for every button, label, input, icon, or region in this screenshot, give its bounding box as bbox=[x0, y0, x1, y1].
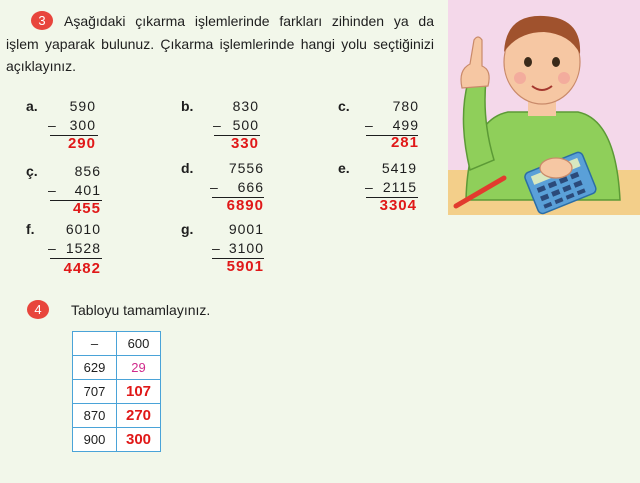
problem-b-subtrahend: 500 bbox=[232, 117, 259, 133]
table-header-operator: – bbox=[73, 332, 117, 356]
table-cell-answer: 300 bbox=[117, 428, 161, 452]
problem-d-minus: – bbox=[210, 179, 218, 195]
question-4-badge bbox=[27, 300, 49, 319]
problem-d-label: d. bbox=[181, 160, 194, 176]
table-row bbox=[73, 404, 161, 428]
problem-g-label: g. bbox=[181, 221, 194, 237]
subtraction-table bbox=[72, 331, 161, 452]
problem-e-minus: – bbox=[365, 179, 373, 195]
problem-e-subtrahend: 2115 bbox=[382, 179, 417, 195]
problem-cc-answer: 455 bbox=[72, 200, 101, 217]
boy-with-calculator-illustration bbox=[448, 0, 640, 215]
table-cell-number: 900 bbox=[73, 428, 117, 452]
problem-f-line bbox=[50, 258, 102, 259]
table-row bbox=[73, 380, 161, 404]
problem-f-subtrahend: 1528 bbox=[65, 240, 101, 256]
problem-b-answer: 330 bbox=[230, 135, 259, 152]
problem-cc-label: ç. bbox=[26, 163, 38, 179]
problem-g-answer: 5901 bbox=[226, 258, 264, 275]
problem-c-minuend: 780 bbox=[392, 98, 419, 114]
problem-b-minuend: 830 bbox=[232, 98, 259, 114]
problem-g-minuend: 9001 bbox=[228, 221, 264, 237]
problem-c-answer: 281 bbox=[390, 134, 419, 151]
left-eye bbox=[524, 57, 532, 67]
problem-c-minus: – bbox=[365, 117, 373, 133]
problem-e-minuend: 5419 bbox=[381, 160, 417, 176]
problem-a-subtrahend: 300 bbox=[69, 117, 96, 133]
question-4-number: 4 bbox=[34, 302, 42, 317]
table-header-value: 600 bbox=[117, 332, 161, 356]
problem-d-minuend: 7556 bbox=[228, 160, 264, 176]
table-cell-number: 707 bbox=[73, 380, 117, 404]
problem-f-minus: – bbox=[48, 240, 56, 256]
table-cell-answer: 107 bbox=[117, 380, 161, 404]
table-cell-number: 870 bbox=[73, 404, 117, 428]
table-row bbox=[73, 356, 161, 380]
problem-d-answer: 6890 bbox=[226, 197, 264, 214]
question-3-number: 3 bbox=[38, 13, 46, 28]
problem-cc-minuend: 856 bbox=[74, 163, 101, 179]
left-cheek bbox=[514, 72, 526, 84]
problem-g-subtrahend: 3100 bbox=[228, 240, 264, 256]
problem-e-label: e. bbox=[338, 160, 350, 176]
problem-d-subtrahend: 666 bbox=[237, 179, 264, 195]
problem-f-minuend: 6010 bbox=[65, 221, 101, 237]
problem-a-minus: – bbox=[48, 117, 56, 133]
question-4-text: Tabloyu tamamlayınız. bbox=[71, 302, 211, 318]
table-row bbox=[73, 428, 161, 452]
problem-cc-subtrahend: 401 bbox=[74, 182, 101, 198]
problem-a-label: a. bbox=[26, 98, 38, 114]
question-3-text: Aşağıdaki çıkarma işlemlerinde farkları zihinden ya da işlem yaparak bulunuz. Çıkarma işlemlerinde hangi yolu seçtiğinizi açıklayınız. bbox=[6, 13, 434, 74]
right-cheek bbox=[558, 72, 570, 84]
problem-f-label: f. bbox=[26, 221, 35, 237]
table-cell-answer: 270 bbox=[117, 404, 161, 428]
table-header-row bbox=[73, 332, 161, 356]
table-cell-answer: 29 bbox=[117, 356, 161, 380]
problem-c-label: c. bbox=[338, 98, 350, 114]
problem-e-answer: 3304 bbox=[379, 197, 417, 214]
problem-c-subtrahend: 499 bbox=[392, 117, 419, 133]
problem-a-minuend: 590 bbox=[69, 98, 96, 114]
table-cell-number: 629 bbox=[73, 356, 117, 380]
problem-cc-minus: – bbox=[48, 182, 56, 198]
problem-f-answer: 4482 bbox=[63, 260, 101, 277]
problem-b-minus: – bbox=[213, 117, 221, 133]
problem-b-label: b. bbox=[181, 98, 194, 114]
right-eye bbox=[552, 57, 560, 67]
problem-g-minus: – bbox=[212, 240, 220, 256]
hand-on-calculator bbox=[540, 158, 572, 178]
problem-a-answer: 290 bbox=[67, 135, 96, 152]
